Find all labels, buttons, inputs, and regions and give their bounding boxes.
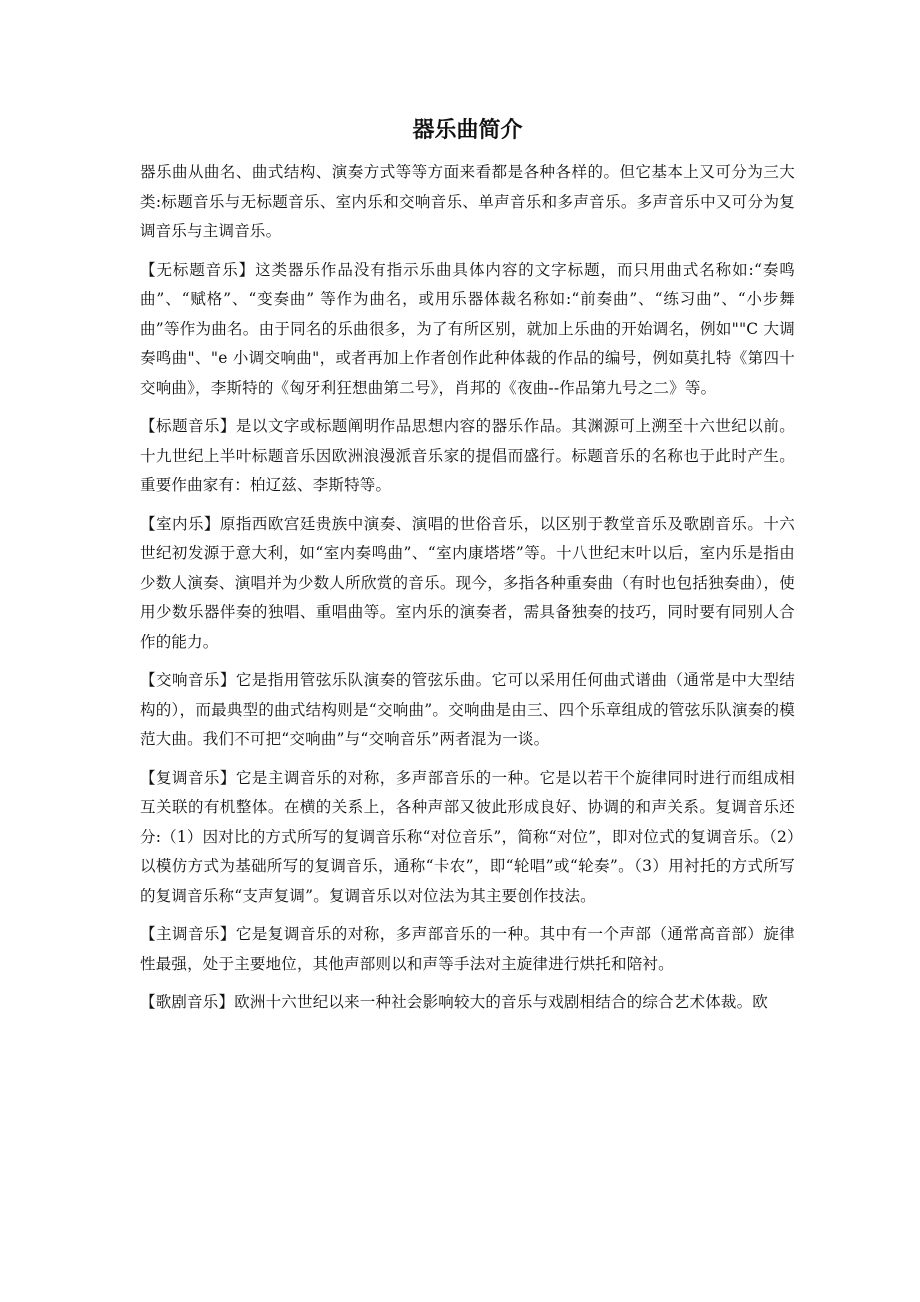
page-title: 器乐曲简介 (412, 118, 523, 143)
section-term: 【歌剧音乐】 (140, 993, 235, 1011)
section-text: 它是指用管弦乐队演奏的管弦乐曲。它可以采用任何曲式谱曲（通常是中大型结构的），而最典型的曲式结构则是“交响曲”。交响曲是由三、四个乐章组成的管弦乐队演奏的模范大曲。我们不可把“交响曲”与“交响音乐”两者混为一谈。 (140, 671, 795, 748)
section-opera-music (140, 988, 795, 1018)
section-term: 【主调音乐】 (140, 925, 236, 943)
section-text: 它是主调音乐的对称，多声部音乐的一种。它是以若干个旋律同时进行而组成相互关联的有机整体。在横的关系上，各种声部又彼此形成良好、协调的和声关系。复调音乐还分:（1）因对比的方式所写的复调音乐称“对位音乐”，简称“对位”，即对位式的复调音乐。（2）以模仿方式为基础所写的复调音乐，通称“卡农”，即“轮唱”或“轮奏”。（3）用衬托的方式所写的复调音乐称“支声复调”。复调音乐以对位法为其主要创作技法。 (140, 768, 795, 905)
section-term: 【标题音乐】 (140, 417, 236, 435)
section-program-music (140, 412, 795, 501)
section-symphonic-music (140, 666, 795, 755)
document-page (140, 112, 795, 1027)
section-term: 【室内乐】 (140, 514, 220, 533)
section-homophonic-music (140, 920, 795, 979)
section-polyphonic-music (140, 764, 795, 912)
section-untitled-music (140, 256, 795, 404)
section-text: 它是复调音乐的对称，多声部音乐的一种。其中有一个声部（通常高音部）旋律性最强，处于主要地位，其他声部则以和声等手法对主旋律进行烘托和陪衬。 (140, 925, 795, 973)
intro-paragraph: 器乐曲从曲名、曲式结构、演奏方式等等方面来看都是各种各样的。但它基本上又可分为三大类:标题音乐与无标题音乐、室内乐和交响音乐、单声音乐和多声音乐。多声音乐中又可分为复调音乐与主调音乐。 (140, 163, 795, 240)
section-text: 是以文字或标题阐明作品思想内容的器乐作品。其渊源可上溯至十六世纪以前。十九世纪上半叶标题音乐因欧洲浪漫派音乐家的提倡而盛行。标题音乐的名称也于此时产生。重要作曲家有：柏辽兹、李斯特等。 (140, 417, 795, 494)
section-text: 这类器乐作品没有指示乐曲具体内容的文字标题，而只用曲式名称如:“奏鸣曲”、“赋格”、“变奏曲” 等作为曲名，或用乐器体裁名称如:“前奏曲”、“练习曲”、“小步舞曲”等作为曲名。由于同名的乐曲很多，为了有所区别，就加上乐曲的开始调名，例如""C 大调奏鸣曲"、"e 小调交响曲"，或者再加上作者创作此种体裁的作品的编号，例如莫扎特《第四十交响曲》，李斯特的《匈牙利狂想曲第二号》，肖邦的《夜曲--作品第九号之二》等。 (140, 260, 795, 397)
section-term: 【复调音乐】 (140, 768, 236, 787)
section-term: 【交响音乐】 (140, 671, 236, 689)
section-text: 欧洲十六世纪以来一种社会影响较大的音乐与戏剧相结合的综合艺术体裁。欧 (234, 993, 769, 1011)
section-text: 原指西欧宫廷贵族中演奏、演唱的世俗音乐，以区别于教堂音乐及歌剧音乐。十六世纪初发源于意大利，如“室内奏鸣曲”、“室内康塔塔”等。十八世纪末叶以后，室内乐是指由少数人演奏、演唱并为少数人所欣赏的音乐。现今，多指各种重奏曲（有时也包括独奏曲），使用少数乐器伴奏的独唱、重唱曲等。室内乐的演奏者，需具备独奏的技巧，同时要有同别人合作的能力。 (140, 514, 795, 651)
section-chamber-music (140, 510, 795, 658)
section-term: 【无标题音乐】 (140, 260, 256, 279)
